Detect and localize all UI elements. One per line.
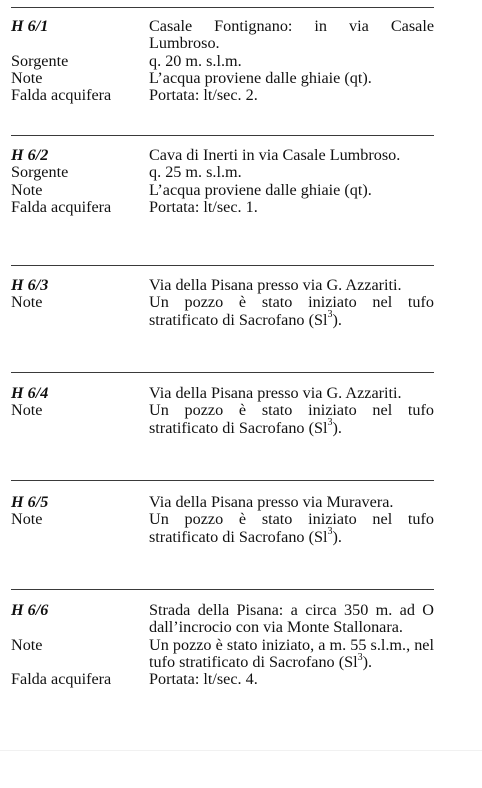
- entry-header-row: [11, 494, 434, 511]
- detail-value: [149, 637, 434, 672]
- detail-value: L’acqua proviene dalle ghiaie (qt).: [149, 68, 372, 87]
- detail-value: Portata: lt/sec. 4.: [149, 670, 258, 689]
- entry-description: Via della Pisana presso via G. Azzariti.: [149, 276, 402, 294]
- entry-code: H 6/3: [11, 276, 49, 294]
- detail-row: [11, 294, 434, 329]
- detail-label: Note: [11, 510, 43, 529]
- entry-code: H 6/6: [11, 601, 49, 619]
- separator-rule: [11, 589, 434, 590]
- entry-h-6-1: [11, 18, 434, 104]
- superscript: 3: [357, 651, 363, 663]
- detail-row: [11, 70, 434, 87]
- detail-value-text: Un pozzo è stato iniziato, a m. 55 s.l.m., nel tufo stratificato di Sacrofano (Sl: [149, 635, 434, 671]
- separator-rule: [11, 480, 434, 481]
- detail-row: [11, 87, 434, 104]
- superscript: 3: [327, 417, 333, 429]
- entry-description: Strada della Pisana: a circa 350 m. ad O dall’incrocio con via Monte Stallonara.: [149, 601, 434, 637]
- detail-value-tail: ).: [362, 652, 373, 671]
- entry-h-6-4: [11, 385, 434, 437]
- entry-h-6-2: [11, 147, 434, 216]
- entry-description: Via della Pisana presso via G. Azzariti.: [149, 384, 402, 402]
- entry-header-row: [11, 602, 434, 637]
- separator-rule: [11, 265, 434, 266]
- separator-rule: [11, 7, 434, 8]
- detail-value-text: Un pozzo è stato iniziato nel tufo stratificato di Sacrofano (Sl: [149, 401, 434, 437]
- superscript: 3: [327, 526, 333, 538]
- detail-value-tail: ).: [332, 418, 342, 437]
- detail-value: [149, 402, 434, 437]
- detail-value: L’acqua proviene dalle ghiaie (qt).: [149, 180, 372, 199]
- entry-code: H 6/2: [11, 146, 49, 164]
- detail-label: Note: [11, 635, 43, 654]
- entry-code: H 6/1: [11, 17, 49, 35]
- detail-value: Portata: lt/sec. 1.: [149, 197, 258, 216]
- detail-label: Falda acquifera: [11, 86, 112, 105]
- detail-value-tail: ).: [332, 310, 342, 329]
- detail-value-tail: ).: [332, 527, 342, 546]
- detail-row: [11, 671, 434, 688]
- entry-header-row: [11, 18, 434, 53]
- entry-h-6-5: [11, 494, 434, 546]
- detail-row: [11, 182, 434, 199]
- detail-label: Note: [11, 293, 43, 312]
- entry-header-row: [11, 385, 434, 402]
- entry-description: Cava di Inerti in via Casale Lumbroso.: [149, 146, 401, 164]
- detail-label: Falda acquifera: [11, 670, 112, 689]
- detail-value-text: Un pozzo è stato iniziato nel tufo stratificato di Sacrofano (Sl: [149, 293, 434, 329]
- entry-h-6-3: [11, 277, 434, 329]
- entry-description: Casale Fontignano: in via Casale Lumbroso.: [149, 17, 434, 53]
- detail-label: Sorgente: [11, 163, 69, 182]
- entry-header-row: [11, 277, 434, 294]
- entry-header-row: [11, 147, 434, 164]
- detail-value: q. 20 m. s.l.m.: [149, 51, 242, 70]
- detail-label: Note: [11, 68, 43, 87]
- detail-label: Sorgente: [11, 51, 69, 70]
- superscript: 3: [327, 309, 333, 321]
- detail-label: Note: [11, 401, 43, 420]
- detail-value: [149, 294, 434, 329]
- detail-label: Falda acquifera: [11, 197, 112, 216]
- detail-row: [11, 402, 434, 437]
- separator-rule: [11, 372, 434, 373]
- detail-row: [11, 164, 434, 181]
- entry-description: Via della Pisana presso via Muravera.: [149, 493, 394, 511]
- entry-h-6-6: [11, 602, 434, 688]
- detail-row: [11, 511, 434, 546]
- page-bottom-margin: [0, 750, 482, 788]
- detail-value: q. 25 m. s.l.m.: [149, 163, 242, 182]
- detail-row: [11, 53, 434, 70]
- entry-code: H 6/5: [11, 493, 49, 511]
- separator-rule: [11, 135, 434, 136]
- entry-code: H 6/4: [11, 384, 49, 402]
- detail-row: [11, 637, 434, 672]
- detail-value: Portata: lt/sec. 2.: [149, 86, 258, 105]
- detail-row: [11, 199, 434, 216]
- detail-value-text: Un pozzo è stato iniziato nel tufo stratificato di Sacrofano (Sl: [149, 510, 434, 546]
- detail-label: Note: [11, 180, 43, 199]
- detail-value: [149, 511, 434, 546]
